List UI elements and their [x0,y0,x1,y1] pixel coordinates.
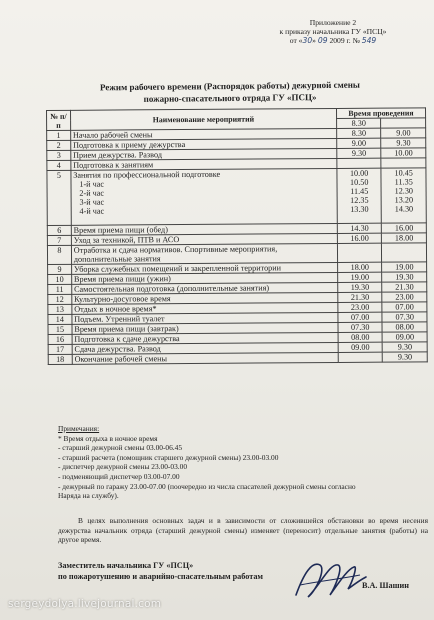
title-line-2: пожарно-спасательного отряда ГУ «ПСЦ» [143,92,317,104]
row-number: 17 [48,344,72,354]
activity-label: Подготовка к занятиям [73,160,154,170]
row-start-time [337,138,382,148]
row-number: 13 [48,304,72,314]
row-activity [71,243,337,264]
start-time: 8.30 [351,128,367,138]
appendix-line-2: к приказу начальника ГУ «ПСЦ» [279,27,387,36]
schedule-table [46,107,428,365]
row-end-time [382,243,427,262]
sub-end-time: 11.35 [394,177,413,187]
activity-label: Прием дежурства. Развод [73,150,163,160]
row-start-time [337,128,382,138]
activity-label: Окончание рабочей смены [74,354,168,364]
start-time: 19.30 [350,282,370,292]
activity-label: Уборка служебных помещений и закрепленной территории [73,263,282,274]
start-time: 14.30 [350,223,369,233]
row-start-time [337,148,382,158]
appendix-number: 549 [361,36,377,45]
row-number: 7 [47,235,71,245]
end-time: 09.00 [395,332,415,342]
header-activity: Наименование мероприятий [70,108,336,130]
row-start-time [338,272,383,282]
end-time: 16.00 [394,223,414,233]
sub-hour-label: 1-й час [79,179,105,189]
sub-start-time: 12.35 [350,195,369,205]
sub-start-time: 11.45 [350,186,369,196]
sub-start-time: 10.50 [349,177,369,187]
table-row [47,168,426,226]
row-start-time [338,282,383,292]
end-time: 19.30 [395,272,414,282]
note-line: * Время отдыха в ночное время [58,433,158,443]
row-end-time [382,223,427,233]
note-line: - подменяющий диспетчер 03.00-07.00 [58,471,180,481]
end-time: 19.00 [395,262,414,272]
row-end-time [383,332,428,342]
row-number: 1 [47,130,71,140]
sub-hour-label: 2-й час [79,188,105,198]
notes-heading: Примечания: [58,424,100,433]
start-time: 9.00 [351,138,367,148]
signer-name: В.А. Шашин [362,581,409,590]
row-end-time [381,168,426,223]
start-time: 07.00 [350,312,370,322]
activity-label: Культурно-досуговое время [74,294,171,304]
row-number: 14 [48,314,72,324]
row-end-time [382,322,427,332]
end-time: 08.00 [395,322,414,332]
extra-start-time: 13.30 [350,204,369,214]
activity-label: Время приема пищи (обед) [73,225,168,235]
sub-end-time: 13.20 [394,195,414,205]
activity-label: Отдых в ночное время* [74,304,157,314]
activity-label: Подготовка к приему дежурства [73,140,186,150]
start-time: 21.30 [350,292,370,302]
table-row [47,243,426,265]
appendix-header [238,18,428,45]
start-time: 09.00 [351,342,370,352]
appendix-line-3 [238,36,428,45]
end-time: 18.00 [394,233,414,243]
header-time: Время проведения [336,108,425,119]
row-number: 16 [48,334,72,344]
sub-end-time: 10.45 [394,168,413,178]
row-end-time [382,292,427,302]
notes-lines [58,434,428,501]
activity-label: Занятия по профессиональной подготовке [73,169,221,180]
row-start-time [338,292,383,302]
activity-label: Начало рабочей смены [72,130,153,140]
row-activity [71,168,338,225]
appendix-day: 30 [302,36,313,45]
row-end-time [381,148,426,158]
row-end-time [383,352,428,362]
appendix-month: 09 [317,36,328,45]
start-time: 19.00 [350,272,370,282]
row-start-time [338,322,383,332]
signature-title-1: Заместитель начальника ГУ «ПСЦ» [58,561,194,570]
row-start-time [338,342,383,352]
note-line: - диспетчер дежурной смены 23.00-03.00 [58,462,188,472]
table-row [48,352,427,365]
start-time: 08.00 [351,332,370,342]
end-time: 23.00 [395,292,414,302]
end-time: 10.00 [394,148,413,158]
row-number: 10 [48,274,72,284]
row-end-time [381,138,426,148]
sub-end-time: 12.30 [394,186,414,196]
row-start-time [337,168,382,223]
row-end-time [382,302,427,312]
row-end-time [382,272,427,282]
end-time: 9.00 [396,128,411,138]
sub-hour-label: 4-й час [79,206,105,216]
row-start-time [338,302,383,312]
row-number: 2 [47,140,71,150]
note-line: Наряда на службу). [58,491,119,501]
pre-row-empty [381,118,426,128]
row-start-time [337,233,382,243]
row-end-time [382,312,427,322]
signature-title-2: по пожаротушению и аварийно-спасательным работам [58,572,264,581]
notes-section [58,424,428,501]
end-time: 07.30 [395,312,414,322]
appendix-year: 2009 г. № [329,36,360,45]
row-number: 3 [47,150,71,160]
appendix-line-1: Приложение 2 [309,18,357,27]
end-time: 9.30 [397,352,413,362]
row-number: 5 [47,170,71,225]
row-start-time [338,332,383,342]
instruction-paragraph: В целях выполнения основных задач и в зависимости от сложившейся обстановки во время несения дежурства начальник отряда (старший дежурной смены) изменяет (переносит) отдельные занятия (работы) на другое время. [58,516,428,545]
pre-row-time: 8.30 [337,118,382,128]
extra-end-time: 14.30 [394,204,414,214]
note-line: - старший дежурной смены 03.00-06.45 [58,443,183,453]
end-time: 9.30 [397,342,413,352]
row-activity [72,352,338,364]
row-number: 9 [48,264,72,274]
sub-hour-label: 3-й час [79,197,105,207]
handwritten-signature [290,555,370,603]
note-line: - дежурный по гаражу 23.00-07.00 (поочередно из числа спасателей дежурной смены согласно [58,481,356,491]
row-number: 11 [48,284,72,294]
row-end-time [382,233,427,243]
row-start-time [337,158,382,168]
activity-label: Время приема пищи (ужин) [73,274,171,284]
row-end-time [382,282,427,292]
activity-label: Сдача дежурства. Развод [74,344,161,354]
row-start-time [338,352,383,362]
note-line: - старший расчета (помощник старшего дежурной смены) 23.00-03.00 [58,452,279,462]
appendix-date-prefix: от « [289,36,303,45]
end-time: 9.30 [396,138,411,148]
row-number: 4 [47,160,71,170]
row-start-time [337,223,382,233]
activity-label: Уход за техникой, ПТВ и АСО [73,235,180,245]
row-number: 12 [48,294,72,304]
appendix-date-mid: » [312,36,316,45]
row-start-time [338,312,383,322]
row-start-time [338,262,383,272]
row-end-time [381,128,426,138]
watermark-text: sergeydolya.livejournal.com [8,598,162,610]
row-end-time [382,262,427,272]
activity-label: Отработка и сдача нормативов. Спортивные мероприятия, дополнительные занятия [73,244,278,264]
title-line-1: Режим рабочего времени (Распорядок работы) дежурной смены [99,79,360,93]
activity-label: Подъем. Утренний туалет [74,314,165,324]
end-time: 21.30 [395,282,414,292]
row-number: 18 [48,354,72,364]
start-time: 16.00 [350,233,369,243]
activity-label: Самостоятельная подготовка (дополнительные занятия) [74,283,270,294]
row-number: 15 [48,324,72,334]
start-time: 23.00 [350,302,370,312]
row-number: 6 [47,225,71,235]
sub-start-time: 10.00 [349,168,369,178]
start-time: 07.30 [350,322,370,332]
end-time: 07.00 [395,302,414,312]
activity-label: Подготовка к сдаче дежурства [74,334,180,344]
row-end-time [381,158,426,168]
row-number: 8 [47,245,71,264]
row-start-time [337,243,382,262]
document-title [60,78,400,106]
start-time: 18.00 [350,262,370,272]
header-num: № п/п [47,110,71,130]
start-time: 9.30 [351,148,367,158]
activity-label: Время приема пищи (завтрак) [74,324,179,334]
row-end-time [383,342,428,352]
